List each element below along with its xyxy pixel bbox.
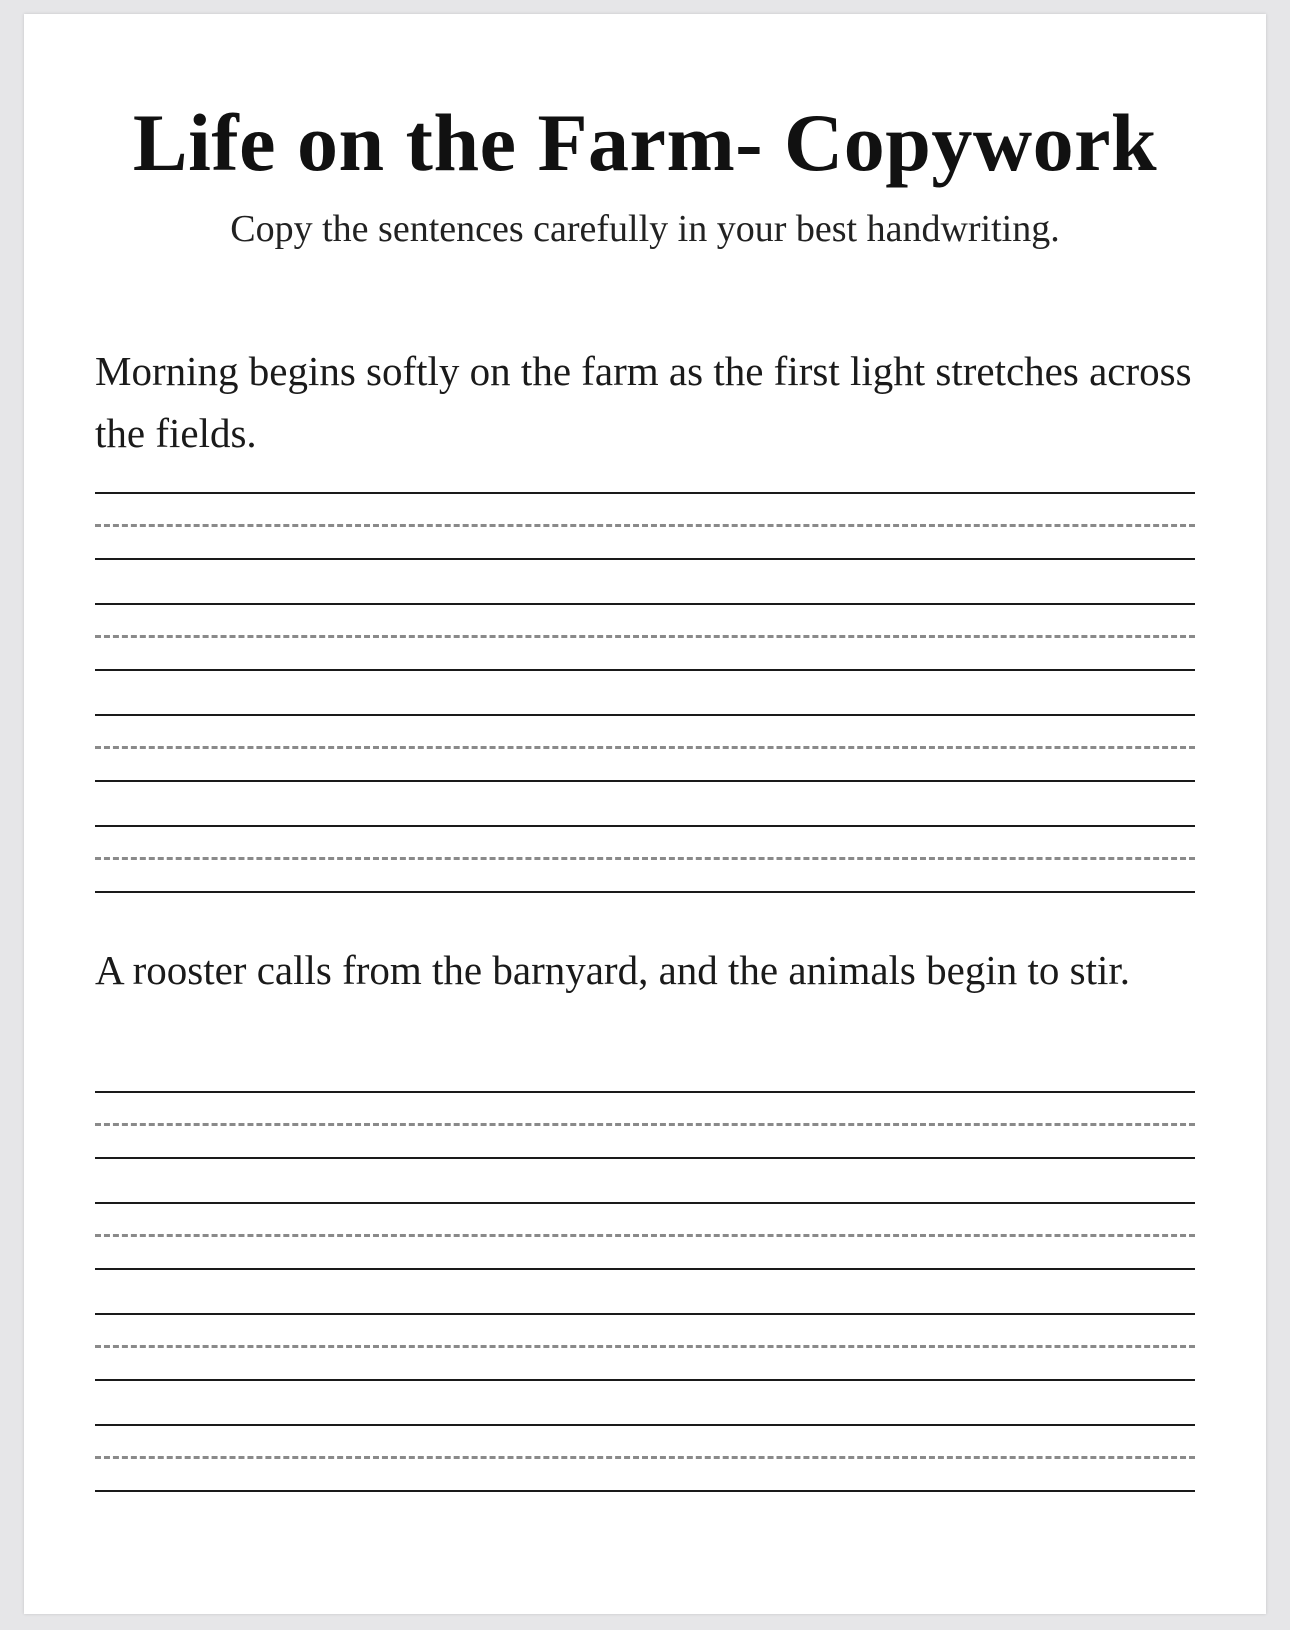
dashed-midline bbox=[95, 635, 1195, 638]
sentence-text: Morning begins softly on the farm as the first light stretches across the fields. bbox=[95, 348, 1192, 456]
top-line bbox=[95, 603, 1195, 605]
handwriting-line-set[interactable] bbox=[95, 714, 1195, 780]
top-line bbox=[95, 492, 1195, 494]
page-title: Life on the Farm- Copywork bbox=[132, 97, 1158, 188]
top-line bbox=[95, 714, 1195, 716]
top-line bbox=[95, 825, 1195, 827]
top-line bbox=[95, 1424, 1195, 1426]
dashed-midline bbox=[95, 746, 1195, 749]
copywork-section-1 bbox=[95, 340, 1195, 891]
dashed-midline bbox=[95, 1123, 1195, 1126]
baseline bbox=[95, 1379, 1195, 1381]
handwriting-line-set[interactable] bbox=[95, 825, 1195, 891]
handwriting-line-set[interactable] bbox=[95, 492, 1195, 558]
baseline bbox=[95, 891, 1195, 893]
handwriting-line-set[interactable] bbox=[95, 603, 1195, 669]
handwriting-lines bbox=[95, 492, 1195, 891]
handwriting-lines bbox=[95, 1091, 1195, 1490]
baseline bbox=[95, 780, 1195, 782]
handwriting-line-set[interactable] bbox=[95, 1202, 1195, 1268]
baseline bbox=[95, 1490, 1195, 1492]
baseline bbox=[95, 1268, 1195, 1270]
top-line bbox=[95, 1313, 1195, 1315]
copywork-section-2 bbox=[95, 939, 1195, 1490]
dashed-midline bbox=[95, 1456, 1195, 1459]
top-line bbox=[95, 1091, 1195, 1093]
handwriting-line-set[interactable] bbox=[95, 1424, 1195, 1490]
handwriting-line-set[interactable] bbox=[95, 1091, 1195, 1157]
instructions: Copy the sentences carefully in your best handwriting. bbox=[230, 208, 1060, 250]
baseline bbox=[95, 558, 1195, 560]
dashed-midline bbox=[95, 857, 1195, 860]
dashed-midline bbox=[95, 1234, 1195, 1237]
baseline bbox=[95, 669, 1195, 671]
handwriting-line-set[interactable] bbox=[95, 1313, 1195, 1379]
worksheet-page bbox=[24, 14, 1266, 1614]
dashed-midline bbox=[95, 1345, 1195, 1348]
baseline bbox=[95, 1157, 1195, 1159]
sentence-text: A rooster calls from the barnyard, and the animals begin to stir. bbox=[95, 947, 1130, 993]
dashed-midline bbox=[95, 524, 1195, 527]
top-line bbox=[95, 1202, 1195, 1204]
